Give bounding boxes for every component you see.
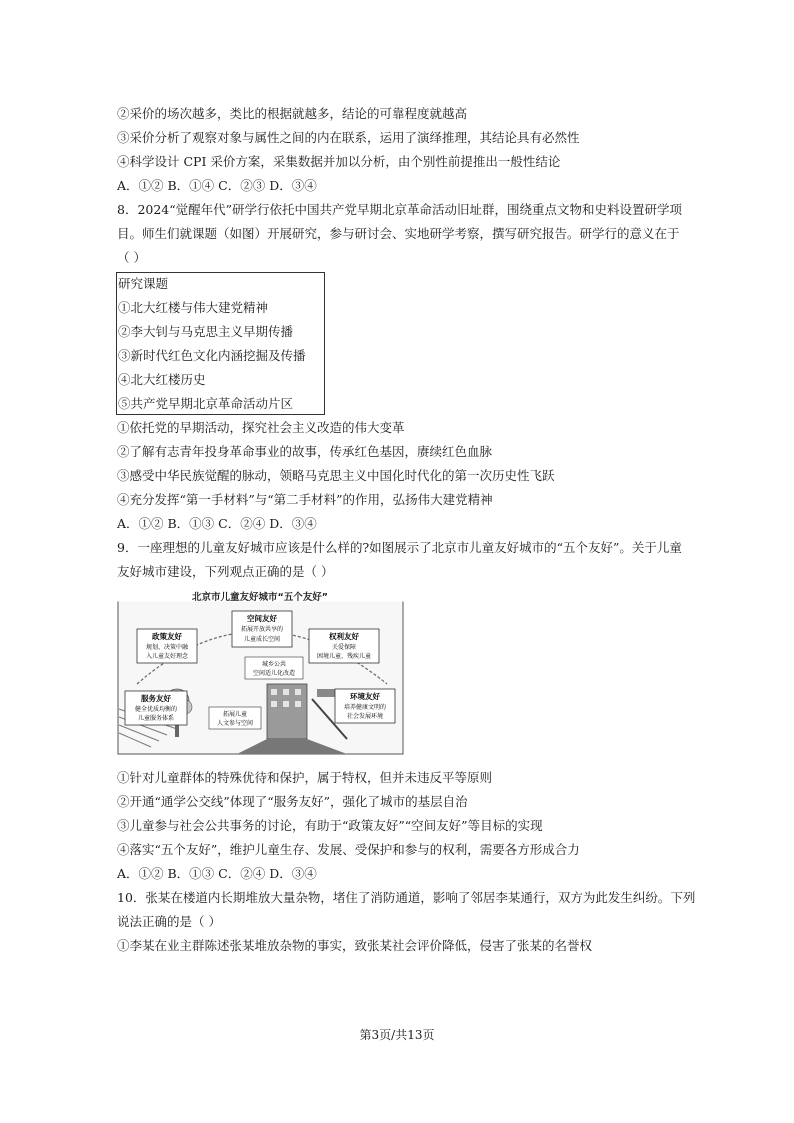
svg-text:规划、决策中融: 规划、决策中融 — [145, 644, 189, 651]
q9-option3: ③儿童参与社会公共事务的讨论，有助于“政策友好”“空间友好”等目标的实现 — [117, 818, 543, 833]
q7-option2: ②采价的场次越多，类比的根据就越多，结论的可靠程度就越高 — [117, 106, 468, 121]
svg-text:拓展儿童: 拓展儿童 — [222, 711, 248, 718]
research-topic-box — [116, 272, 325, 415]
q9-stem-line1: 9．一座理想的儿童友好城市应该是什么样的?如图展示了北京市儿童友好城市的“五个友好”。关于儿童 — [117, 540, 682, 555]
q9-option2: ②开通“通学公交线”体现了“服务友好”，强化了城市的基层自治 — [117, 794, 468, 809]
page-footer: 第3页/共13页 — [359, 1028, 435, 1042]
environment-friendly-box — [335, 689, 395, 723]
svg-text:社会发展环境: 社会发展环境 — [346, 713, 384, 720]
svg-text:权利友好: 权利友好 — [329, 632, 359, 641]
svg-text:健全优质均衡的: 健全优质均衡的 — [134, 706, 178, 713]
q8-stem-line1: 8．2024“觉醒年代”研学行依托中国共产党早期北京革命活动旧址群，围绕重点文物和史料设置研学项 — [117, 202, 683, 217]
svg-text:儿童成长空间: 儿童成长空间 — [243, 636, 281, 643]
research-topic-title: 研究课题 — [118, 276, 169, 291]
public-space-renovation-label — [245, 657, 303, 679]
child-participation-space-label — [209, 707, 261, 729]
policy-friendly-box — [137, 629, 197, 663]
q9-stem-line2: 友好城市建设，下列观点正确的是（ ） — [117, 564, 334, 579]
svg-text:入儿童友好理念: 入儿童友好理念 — [145, 653, 189, 660]
q10-stem-line1: 10．张某在楼道内长期堆放大量杂物，堵住了消防通道，影响了邻居李某通行，双方为此发生纠纷。下列 — [117, 890, 696, 905]
q8-option2: ②了解有志青年投身革命事业的故事，传承红色基因，赓续红色血脉 — [117, 444, 493, 459]
q10-option1: ①李某在业主群陈述张某堆放杂物的事实，致张某社会评价降低，侵害了张某的名誉权 — [117, 938, 593, 953]
q8-stem-line2: 目。师生们就课题（如图）开展研究，参与研讨会、实地研学考察，撰写研究报告。研学行的意义在于 — [117, 226, 680, 241]
svg-text:服务友好: 服务友好 — [141, 694, 171, 703]
q7-option4: ④科学设计 CPI 采价方案，采集数据并加以分析，由个别性前提推出一般性结论 — [117, 154, 561, 169]
q7-choices: A．①② B．①④ C．②③ D．③④ — [117, 178, 317, 193]
research-topic-item: ④北大红楼历史 — [118, 372, 206, 387]
q8-choices: A．①② B．①③ C．②④ D．③④ — [117, 516, 317, 531]
svg-text:政策友好: 政策友好 — [152, 632, 182, 641]
svg-text:培养健康文明的: 培养健康文明的 — [343, 704, 387, 711]
q7-option3: ③采价分析了观察对象与属性之间的内在联系，运用了演绎推理，其结论具有必然性 — [117, 130, 580, 145]
svg-text:城乡公共: 城乡公共 — [261, 661, 287, 668]
space-friendly-box — [232, 611, 292, 647]
svg-text:空间适儿化改造: 空间适儿化改造 — [252, 670, 296, 677]
q9-choices: A．①② B．①③ C．②④ D．③④ — [117, 866, 317, 881]
research-topic-item: ③新时代红色文化内涵挖掘及传播 — [118, 348, 306, 363]
svg-text:人文参与空间: 人文参与空间 — [216, 720, 254, 727]
rights-friendly-box — [309, 629, 379, 663]
q8-option3: ③感受中华民族觉醒的脉动，领略马克思主义中国化时代化的第一次历史性飞跃 — [117, 468, 555, 483]
q9-option4: ④落实“五个友好”，维护儿童生存、发展、受保护和参与的权利，需要各方形成合力 — [117, 842, 580, 857]
q8-stem-line3: （ ） — [117, 250, 146, 265]
svg-text:儿童服务体系: 儿童服务体系 — [137, 715, 175, 722]
svg-text:空间友好: 空间友好 — [247, 614, 277, 623]
svg-text:关爱保障: 关爱保障 — [331, 644, 357, 651]
q10-stem-line2: 说法正确的是（ ） — [117, 914, 221, 929]
figure-title: 北京市儿童友好城市“五个友好” — [192, 592, 328, 603]
q8-option4: ④充分发挥“第一手材料”与“第二手材料”的作用，弘扬伟大建党精神 — [117, 492, 493, 507]
q9-option1: ①针对儿童群体的特殊优待和保护，属于特权，但并未违反平等原则 — [117, 770, 493, 785]
service-friendly-box — [125, 691, 187, 725]
research-topic-item: ①北大红楼与伟大建党精神 — [118, 300, 269, 315]
svg-text:拓展开放共享的: 拓展开放共享的 — [240, 626, 284, 633]
svg-text:环境友好: 环境友好 — [350, 692, 380, 701]
research-topic-item: ②李大钊与马克思主义早期传播 — [118, 324, 294, 339]
child-friendly-city-figure — [117, 589, 404, 755]
q8-option1: ①依托党的早期活动，探究社会主义改造的伟大变革 — [117, 420, 405, 435]
research-topic-item: ⑤共产党早期北京革命活动片区 — [118, 396, 294, 411]
svg-text:困境儿童、残疾儿童: 困境儿童、残疾儿童 — [316, 653, 372, 660]
